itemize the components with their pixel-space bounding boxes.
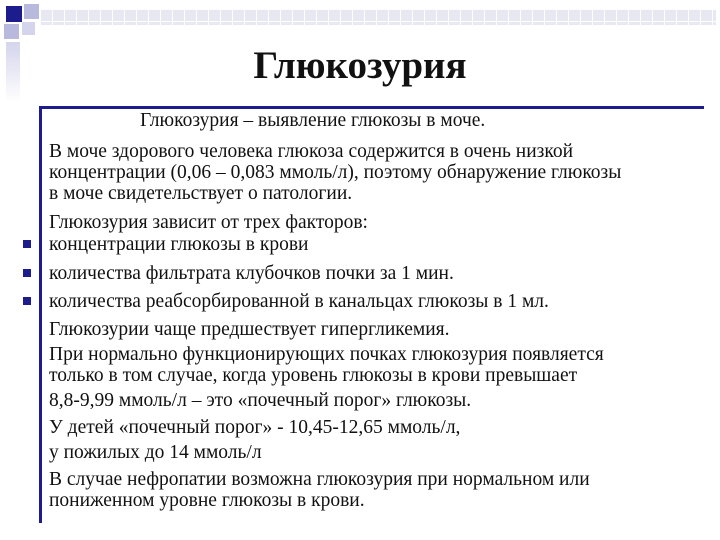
paragraph-line: пониженном уровне глюкозы в крови. — [49, 490, 365, 511]
paragraph-line: В моче здорового человека глюкоза содержится в очень низкой — [49, 141, 574, 162]
paragraph-line: При нормально функционирующих почках глюкозурия появляется — [49, 344, 604, 365]
definition-line: Глюкозурия – выявление глюкозы в моче. — [140, 110, 486, 131]
paragraph-line: Глюкозурии чаще предшествует гипергликемия. — [49, 319, 450, 340]
paragraph-line: Глюкозурия зависит от трех факторов: — [49, 212, 368, 233]
slide-title: Глюкозурия — [253, 44, 467, 87]
decorative-square-light — [4, 24, 19, 39]
paragraph-line: у пожилых до 14 ммоль/л — [49, 442, 262, 463]
decorative-square-dark — [6, 6, 22, 22]
paragraph-line: В случае нефропатии возможна глюкозурия при нормальном или — [49, 469, 590, 490]
paragraph-line: концентрации (0,06 – 0,083 ммоль/л), поэтому обнаружение глюкозы — [49, 162, 622, 183]
bullet-marker — [23, 240, 31, 248]
bullet-item: концентрации глюкозы в крови — [49, 234, 309, 255]
bullet-marker — [23, 269, 31, 277]
header-grid-band — [40, 9, 716, 25]
paragraph-line: У детей «почечный порог» - 10,45-12,65 ммоль/л, — [49, 417, 461, 438]
bullet-item: количества фильтрата клубочков почки за 1 мин. — [49, 263, 454, 284]
decorative-square-light — [22, 22, 35, 35]
side-gradient-band — [6, 42, 20, 102]
decorative-square-light — [24, 4, 39, 19]
bullet-marker — [23, 297, 31, 305]
paragraph-line: 8,8-9,99 ммоль/л – это «почечный порог» глюкозы. — [49, 390, 472, 411]
paragraph-line: только в том случае, когда уровень глюкозы в крови превышает — [49, 365, 578, 386]
paragraph-line: в моче свидетельствует о патологии. — [49, 183, 353, 204]
bullet-item: количества реабсорбированной в канальцах глюкозы в 1 мл. — [49, 291, 549, 312]
